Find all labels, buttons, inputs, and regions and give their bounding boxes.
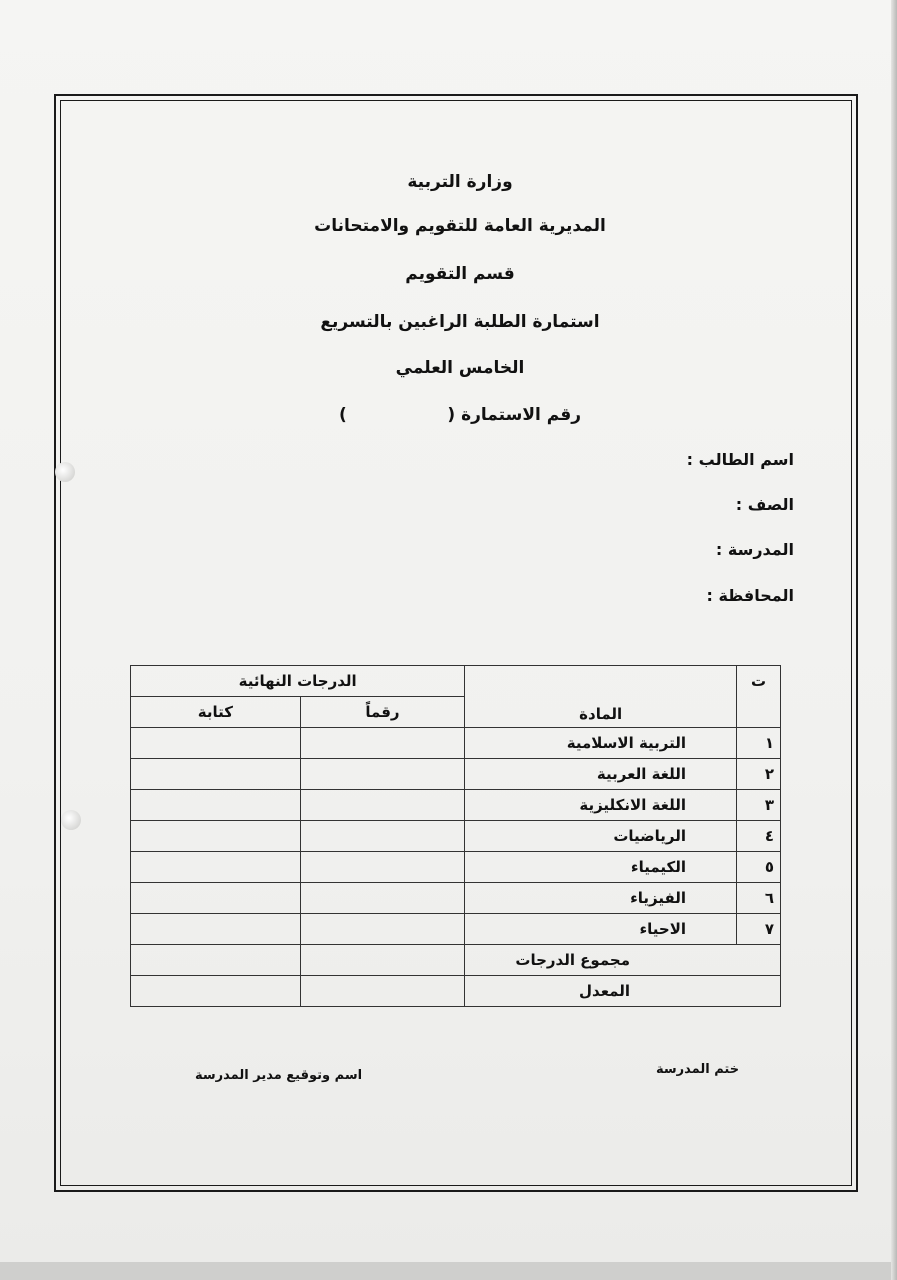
numeric-grade-cell[interactable] (300, 759, 465, 790)
student-name-field: اسم الطالب : (686, 450, 794, 469)
average-row (131, 976, 781, 1007)
table-row (131, 790, 781, 821)
row-subject: الرياضيات (465, 821, 737, 852)
numeric-grade-cell[interactable] (300, 852, 465, 883)
col-subject-header: المادة (465, 666, 737, 728)
table-row (131, 728, 781, 759)
average-written-cell[interactable] (131, 976, 301, 1007)
numeric-grade-cell[interactable] (300, 821, 465, 852)
row-subject: الاحياء (465, 914, 737, 945)
punch-hole (55, 462, 75, 482)
row-index: ٤ (737, 821, 781, 852)
page-border (54, 94, 858, 1192)
row-index: ٧ (737, 914, 781, 945)
department-title: قسم التقويم (405, 264, 515, 284)
numeric-grade-cell[interactable] (300, 728, 465, 759)
col-numeric-header: رقماً (300, 697, 465, 728)
numeric-grade-cell[interactable] (300, 790, 465, 821)
written-grade-cell[interactable] (131, 728, 301, 759)
row-index: ٦ (737, 883, 781, 914)
row-subject: اللغة الانكليزية (465, 790, 737, 821)
row-subject: التربية الاسلامية (465, 728, 737, 759)
written-grade-cell[interactable] (131, 790, 301, 821)
table-header-row (131, 666, 781, 697)
class-field: الصف : (735, 495, 794, 514)
table-row (131, 883, 781, 914)
col-written-header: كتابة (131, 697, 301, 728)
paper-edge (891, 0, 897, 1280)
governorate-field: المحافظة : (706, 586, 794, 605)
total-written-cell[interactable] (131, 945, 301, 976)
written-grade-cell[interactable] (131, 821, 301, 852)
row-subject: اللغة العربية (465, 759, 737, 790)
row-subject: الفيزياء (465, 883, 737, 914)
average-label: المعدل (465, 976, 781, 1007)
written-grade-cell[interactable] (131, 852, 301, 883)
punch-hole (61, 810, 81, 830)
ministry-title: وزارة التربية (407, 172, 513, 192)
table-row (131, 852, 781, 883)
numeric-grade-cell[interactable] (300, 914, 465, 945)
school-field: المدرسة : (715, 540, 794, 559)
total-label: مجموع الدرجات (465, 945, 781, 976)
col-index-header: ت (737, 666, 781, 728)
col-final-grades-header: الدرجات النهائية (131, 666, 465, 697)
school-stamp-label: ختم المدرسة (656, 1062, 740, 1077)
numeric-grade-cell[interactable] (300, 883, 465, 914)
table-row (131, 821, 781, 852)
total-row (131, 945, 781, 976)
form-number: رقم الاستمارة ( ) (339, 405, 581, 425)
form-title: استمارة الطلبة الراغبين بالتسريع (320, 312, 600, 332)
principal-signature-label: اسم وتوقيع مدير المدرسة (195, 1068, 363, 1083)
average-numeric-cell[interactable] (300, 976, 465, 1007)
written-grade-cell[interactable] (131, 883, 301, 914)
row-index: ٥ (737, 852, 781, 883)
table-row (131, 914, 781, 945)
written-grade-cell[interactable] (131, 914, 301, 945)
grades-table (130, 665, 781, 1007)
total-numeric-cell[interactable] (300, 945, 465, 976)
grade-level: الخامس العلمي (395, 358, 525, 378)
table-row (131, 759, 781, 790)
row-subject: الكيمياء (465, 852, 737, 883)
row-index: ٢ (737, 759, 781, 790)
row-index: ١ (737, 728, 781, 759)
directorate-title: المديرية العامة للتقويم والامتحانات (314, 216, 606, 236)
row-index: ٣ (737, 790, 781, 821)
written-grade-cell[interactable] (131, 759, 301, 790)
